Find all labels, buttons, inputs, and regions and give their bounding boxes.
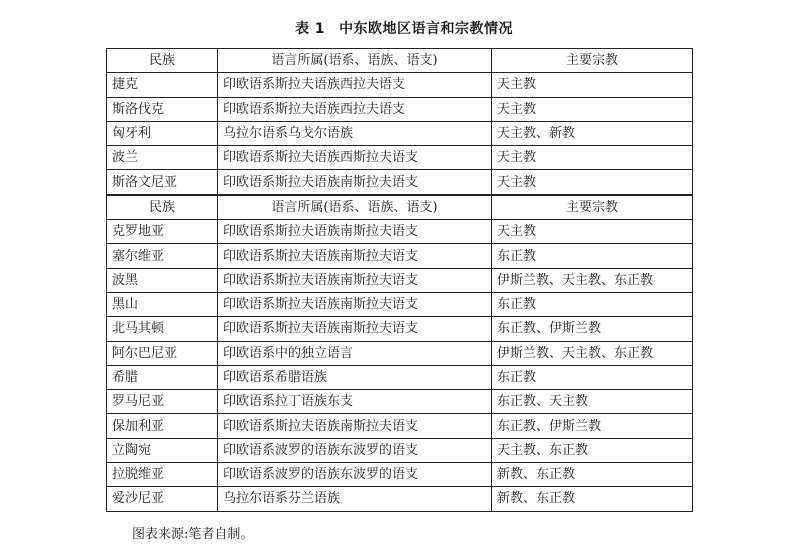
table-row: [107, 414, 693, 438]
cell-religion: 伊斯兰教、天主教、东正教: [492, 341, 693, 365]
cell-religion: 东正教、伊斯兰教: [492, 317, 693, 341]
cell-religion: 新教、东正教: [492, 487, 693, 511]
cell-religion: 东正教、伊斯兰教: [492, 414, 693, 438]
cell-ethnicity: 塞尔维亚: [107, 244, 218, 268]
table-row: [107, 438, 693, 462]
cell-ethnicity: 斯洛伐克: [107, 97, 218, 121]
cell-language: 印欧语系拉丁语族东支: [218, 390, 492, 414]
header-ethnicity: 民族: [107, 195, 218, 220]
cell-language: 印欧语系斯拉夫语族南斯拉夫语支: [218, 317, 492, 341]
table-row: [107, 146, 693, 170]
cell-religion: 天主教: [492, 170, 693, 195]
cell-language: 乌拉尔语系芬兰语族: [218, 487, 492, 511]
cell-religion: 天主教: [492, 73, 693, 97]
cell-ethnicity: 保加利亚: [107, 414, 218, 438]
table-row: [107, 170, 693, 195]
header-row-repeat: [107, 195, 693, 220]
cell-language: 印欧语系斯拉夫语族西拉夫语支: [218, 97, 492, 121]
cell-religion: 东正教: [492, 365, 693, 389]
cell-language: 印欧语系斯拉夫语族南斯拉夫语支: [218, 244, 492, 268]
cell-ethnicity: 匈牙利: [107, 121, 218, 145]
table-title: [0, 18, 808, 38]
cell-ethnicity: 爱沙尼亚: [107, 487, 218, 511]
cell-language: 印欧语系斯拉夫语族西拉夫语支: [218, 73, 492, 97]
cell-ethnicity: 立陶宛: [107, 438, 218, 462]
table-row: [107, 121, 693, 145]
table-row: [107, 365, 693, 389]
cell-language: 印欧语系斯拉夫语族西斯拉夫语支: [218, 146, 492, 170]
cell-language: 印欧语系希腊语族: [218, 365, 492, 389]
cell-ethnicity: 黑山: [107, 292, 218, 316]
cell-language: 印欧语系斯拉夫语族南斯拉夫语支: [218, 414, 492, 438]
cell-religion: 东正教: [492, 292, 693, 316]
table-row: [107, 317, 693, 341]
table-caption: 中东欧地区语言和宗教情况: [339, 21, 514, 37]
cell-religion: 伊斯兰教、天主教、东正教: [492, 268, 693, 292]
table-row: [107, 341, 693, 365]
cell-ethnicity: 斯洛文尼亚: [107, 170, 218, 195]
cell-religion: 东正教: [492, 244, 693, 268]
cell-ethnicity: 罗马尼亚: [107, 390, 218, 414]
cell-ethnicity: 波黑: [107, 268, 218, 292]
header-language: 语言所属(语系、语族、语支): [218, 49, 492, 73]
cell-religion: 天主教: [492, 97, 693, 121]
cell-religion: 新教、东正教: [492, 463, 693, 487]
cell-ethnicity: 阿尔巴尼亚: [107, 341, 218, 365]
table-number: 表 1: [294, 21, 326, 37]
cell-language: 印欧语系斯拉夫语族南斯拉夫语支: [218, 220, 492, 244]
table-source-note: 图表来源:笔者自制。: [132, 527, 254, 542]
cell-religion: 天主教、新教: [492, 121, 693, 145]
cell-language: 印欧语系斯拉夫语族南斯拉夫语支: [218, 170, 492, 195]
table-row: [107, 220, 693, 244]
header-religion: 主要宗教: [492, 195, 693, 220]
cell-ethnicity: 克罗地亚: [107, 220, 218, 244]
cell-religion: 天主教: [492, 220, 693, 244]
header-religion: 主要宗教: [492, 49, 693, 73]
cell-ethnicity: 捷克: [107, 73, 218, 97]
cell-language: 印欧语系中的独立语言: [218, 341, 492, 365]
cell-language: 印欧语系波罗的语族东波罗的语支: [218, 438, 492, 462]
cell-ethnicity: 拉脱维亚: [107, 463, 218, 487]
cell-ethnicity: 希腊: [107, 365, 218, 389]
cell-language: 印欧语系斯拉夫语族南斯拉夫语支: [218, 268, 492, 292]
table-row: [107, 268, 693, 292]
header-row: [107, 49, 693, 73]
cell-religion: 天主教: [492, 146, 693, 170]
cell-religion: 东正教、天主教: [492, 390, 693, 414]
header-language: 语言所属(语系、语族、语支): [218, 195, 492, 220]
cell-religion: 天主教、东正教: [492, 438, 693, 462]
table-row: [107, 73, 693, 97]
cell-language: 乌拉尔语系乌戈尔语族: [218, 121, 492, 145]
cell-ethnicity: 波兰: [107, 146, 218, 170]
cell-ethnicity: 北马其顿: [107, 317, 218, 341]
header-ethnicity: 民族: [107, 49, 218, 73]
table-row: [107, 97, 693, 121]
table-row: [107, 292, 693, 316]
table-row: [107, 487, 693, 511]
table-row: [107, 244, 693, 268]
table-row: [107, 463, 693, 487]
table-row: [107, 390, 693, 414]
cell-language: 印欧语系斯拉夫语族南斯拉夫语支: [218, 292, 492, 316]
language-religion-table: [106, 48, 693, 512]
cell-language: 印欧语系波罗的语族东波罗的语支: [218, 463, 492, 487]
